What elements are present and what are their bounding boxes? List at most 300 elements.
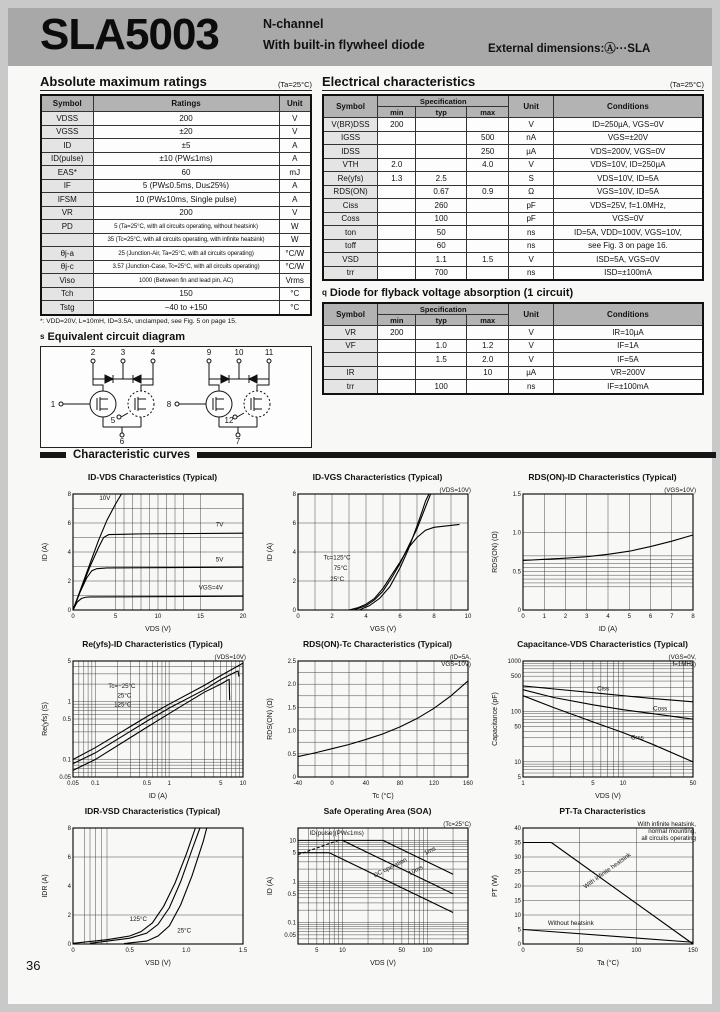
table-cell: 100 (416, 212, 467, 226)
table-cell: °C/W (279, 260, 311, 274)
table-row (323, 326, 703, 340)
svg-text:0: 0 (330, 781, 334, 787)
svg-text:ID(pulse)(PW≤1ms): ID(pulse)(PW≤1ms) (309, 830, 364, 838)
table-cell (41, 233, 93, 247)
table-row (323, 212, 703, 226)
pin-label: 6 (119, 436, 125, 445)
table-cell (378, 366, 416, 380)
chart-plot (490, 651, 702, 801)
heading-bar (197, 452, 716, 458)
svg-text:2: 2 (330, 614, 334, 620)
col-symbol: Symbol (323, 303, 378, 326)
col-typ: typ (416, 315, 467, 326)
equivalent-circuit-title: Equivalent circuit diagram (47, 330, 185, 343)
table-cell: 1.5 (416, 353, 467, 367)
table-row (41, 301, 311, 315)
table-cell: V (509, 253, 553, 267)
flyback-diode-table (322, 302, 704, 395)
svg-text:VGS=4V: VGS=4V (198, 584, 224, 592)
svg-text:1: 1 (542, 614, 546, 620)
table-cell: 1.1 (416, 253, 467, 267)
col-unit: Unit (509, 95, 553, 118)
table-cell: 250 (466, 145, 508, 159)
table-cell: Tstg (41, 301, 93, 315)
chart-capacitance-vds (490, 637, 715, 804)
table-cell: ±5 (93, 139, 279, 153)
table-row (41, 247, 311, 261)
table-cell: VDS=200V, VGS=0V (553, 145, 703, 159)
svg-text:50: 50 (576, 948, 584, 954)
svg-text:0: 0 (67, 942, 71, 948)
page-number: 36 (26, 958, 41, 973)
table-row (41, 233, 311, 247)
table-cell: θj-c (41, 260, 93, 274)
table-cell: trr (323, 380, 378, 394)
table-row (41, 139, 311, 153)
col-conditions: Conditions (553, 303, 703, 326)
svg-text:0.5: 0.5 (512, 569, 521, 576)
svg-text:1: 1 (67, 699, 71, 706)
svg-text:2.0: 2.0 (287, 682, 296, 689)
table-cell: W (279, 233, 311, 247)
svg-text:(ID=5A,: (ID=5A, (449, 654, 471, 661)
svg-text:30: 30 (514, 855, 521, 861)
absolute-maximum-ratings-table (40, 94, 312, 316)
chart-plot (265, 818, 477, 968)
table-cell (323, 353, 378, 367)
col-unit: Unit (509, 303, 553, 326)
svg-text:2.5: 2.5 (287, 659, 296, 665)
chart-title: IDR-VSD Characteristics (Typical) (84, 806, 221, 816)
table-cell: trr (323, 266, 378, 280)
table-cell: VDS=10V, ID=250µA (553, 158, 703, 172)
svg-text:8: 8 (292, 492, 296, 498)
table-cell (466, 326, 508, 340)
svg-text:VGS=10V): VGS=10V) (441, 661, 471, 668)
svg-text:all circuits operating: all circuits operating (641, 835, 696, 842)
svg-text:0: 0 (71, 948, 75, 954)
table-cell: V (509, 339, 553, 353)
table-cell: 60 (93, 166, 279, 180)
table-row (41, 125, 311, 139)
svg-text:DC operation: DC operation (372, 856, 409, 880)
table-cell: 5 (PW≤0.5ms, Du≤25%) (93, 179, 279, 193)
table-cell: −40 to +150 (93, 301, 279, 315)
table-cell (378, 380, 416, 394)
svg-text:8: 8 (67, 492, 71, 498)
table-row (323, 266, 703, 280)
table-cell (378, 226, 416, 240)
electrical-characteristics-table (322, 94, 704, 281)
part-number: SLA5003 (40, 10, 219, 59)
table-cell: V (279, 125, 311, 139)
table-cell: IDSS (323, 145, 378, 159)
table-cell: 200 (93, 206, 279, 220)
svg-text:VSD (V): VSD (V) (145, 960, 171, 967)
col-spec: Specification (378, 303, 509, 315)
col-min: min (378, 107, 416, 118)
chart-plot (265, 651, 477, 801)
svg-text:40: 40 (362, 781, 370, 787)
table-row (323, 185, 703, 199)
table-cell: VTH (323, 158, 378, 172)
table-cell (378, 145, 416, 159)
table-cell: V (279, 112, 311, 126)
chart-title: PT-Ta Characteristics (559, 806, 646, 816)
table-cell: VGS=10V, ID=5A (553, 185, 703, 199)
svg-text:10: 10 (514, 759, 521, 766)
table-cell: VDS=10V, ID=5A (553, 172, 703, 186)
table-cell: 5 (Ta=25°C, with all circuits operating, without heatsink) (93, 220, 279, 234)
svg-text:10: 10 (464, 614, 472, 620)
svg-text:10: 10 (154, 614, 162, 620)
svg-text:50: 50 (398, 948, 406, 954)
table-cell (466, 172, 508, 186)
table-row (323, 353, 703, 367)
table-cell (416, 326, 467, 340)
svg-text:0.1: 0.1 (287, 920, 296, 927)
chart-id-vds (40, 470, 265, 637)
table-cell: EAS* (41, 166, 93, 180)
table-cell: Ω (509, 185, 553, 199)
svg-text:4: 4 (364, 614, 368, 620)
svg-text:Ta (°C): Ta (°C) (597, 960, 619, 967)
svg-text:1000: 1000 (507, 659, 521, 665)
svg-text:5: 5 (627, 614, 631, 620)
svg-text:Crss: Crss (630, 734, 644, 742)
chart-rdson-id (490, 470, 715, 637)
table-cell: ton (323, 226, 378, 240)
table-cell: 0.9 (466, 185, 508, 199)
table-row (41, 206, 311, 220)
table-cell: pF (509, 212, 553, 226)
table-cell: VR (41, 206, 93, 220)
svg-text:8: 8 (691, 614, 695, 620)
table-cell: ns (509, 380, 553, 394)
svg-text:1.0: 1.0 (182, 948, 191, 954)
svg-text:10ms: 10ms (407, 864, 425, 878)
table-row (323, 380, 703, 394)
svg-text:6: 6 (67, 855, 71, 861)
table-cell: VDSS (41, 112, 93, 126)
svg-text:f=1MHz): f=1MHz) (672, 661, 696, 668)
channel-type: N-channel (263, 17, 324, 31)
external-dimensions: External dimensions:Ⓐ···SLA (488, 43, 651, 55)
svg-text:Without heatsink: Without heatsink (547, 919, 594, 927)
svg-text:2: 2 (67, 913, 71, 919)
table-cell (416, 145, 467, 159)
svg-text:20: 20 (514, 884, 521, 890)
svg-text:5: 5 (219, 781, 223, 787)
svg-text:4: 4 (67, 884, 71, 890)
svg-text:150: 150 (687, 948, 699, 954)
svg-text:4: 4 (292, 550, 296, 556)
svg-text:8: 8 (67, 826, 71, 832)
table-cell: 2.5 (416, 172, 467, 186)
chart-reyfs-id (40, 637, 265, 804)
table-cell: µA (509, 366, 553, 380)
pin-label: 10 (234, 347, 244, 357)
table-cell: 50 (416, 226, 467, 240)
table-cell: VSD (323, 253, 378, 267)
svg-text:5: 5 (113, 614, 118, 620)
chart-plot (490, 484, 702, 634)
svg-text:Re(yfs) (S): Re(yfs) (S) (42, 702, 49, 736)
svg-text:100: 100 (422, 948, 433, 954)
svg-text:500: 500 (510, 674, 521, 681)
table-row (323, 339, 703, 353)
table-cell (378, 353, 416, 367)
svg-text:0: 0 (296, 614, 300, 620)
chart-title: RDS(ON)-ID Characteristics (Typical) (528, 472, 677, 482)
table-row (41, 287, 311, 301)
table-cell: see Fig. 3 on page 16. (553, 239, 703, 253)
svg-text:Tc=125°C: Tc=125°C (323, 554, 351, 562)
svg-text:Ciss: Ciss (597, 685, 610, 693)
table-cell: IF=5A (553, 353, 703, 367)
svg-text:6: 6 (648, 614, 653, 620)
svg-text:5: 5 (292, 850, 296, 857)
svg-text:2: 2 (292, 579, 296, 585)
svg-text:normal mounting,: normal mounting, (648, 828, 696, 835)
chart-plot (265, 484, 477, 634)
svg-text:VDS (V): VDS (V) (145, 626, 171, 633)
svg-text:15: 15 (514, 898, 521, 905)
pin-label: 4 (150, 347, 156, 357)
table-cell: V (509, 326, 553, 340)
table-cell: 2.0 (378, 158, 416, 172)
table-row (41, 112, 311, 126)
svg-text:10: 10 (619, 781, 627, 787)
table-cell (466, 239, 508, 253)
chart-title: ID-VDS Characteristics (Typical) (87, 472, 218, 482)
table-cell: IR (323, 366, 378, 380)
table-cell: Vrms (279, 274, 311, 288)
pin-label: 12 (224, 415, 234, 425)
table-cell: 200 (93, 112, 279, 126)
table-cell: ID (41, 139, 93, 153)
svg-text:With infinite heatsink,: With infinite heatsink, (637, 821, 696, 828)
table-cell: pF (509, 199, 553, 213)
diode-title: Diode for flyback voltage absorption (1 circuit) (329, 287, 574, 299)
table-cell (416, 118, 467, 132)
svg-text:0.5: 0.5 (62, 717, 71, 723)
svg-text:10: 10 (239, 781, 247, 787)
svg-text:25: 25 (514, 869, 521, 876)
svg-text:120: 120 (428, 781, 440, 787)
table-cell: 10 (PW≤10ms, Single pulse) (93, 193, 279, 207)
table-row (41, 260, 311, 274)
svg-text:20: 20 (239, 614, 247, 620)
table-row (323, 253, 703, 267)
svg-text:15: 15 (197, 614, 204, 620)
table-cell: 1.5 (466, 253, 508, 267)
svg-text:0.5: 0.5 (142, 781, 152, 787)
svg-text:0: 0 (521, 614, 525, 620)
elec-temp: (Ta=25°C) (669, 80, 704, 89)
svg-text:ID (A): ID (A) (267, 876, 274, 896)
table-cell (378, 185, 416, 199)
pin-label: 11 (264, 347, 274, 357)
heading-bar (40, 452, 66, 458)
table-cell: ID(pulse) (41, 152, 93, 166)
table-cell: A (279, 193, 311, 207)
svg-text:6: 6 (398, 614, 402, 620)
table-cell: 1.0 (416, 339, 467, 353)
table-row (323, 239, 703, 253)
svg-text:5: 5 (517, 775, 521, 781)
table-cell: VGS=0V (553, 212, 703, 226)
chart-plot (490, 818, 702, 968)
chart-title: Capacitance-VDS Characteristics (Typical) (517, 639, 688, 649)
table-cell: 25 (Junction-Air, Ta=25°C, with all circuits operating) (93, 247, 279, 261)
col-typ: typ (416, 107, 467, 118)
table-cell: 700 (416, 266, 467, 280)
table-cell: Coss (323, 212, 378, 226)
svg-text:Tc (°C): Tc (°C) (372, 793, 394, 800)
svg-text:1: 1 (521, 781, 525, 787)
table-row (41, 193, 311, 207)
table-cell: V (509, 118, 553, 132)
table-cell: ±20 (93, 125, 279, 139)
svg-text:1ms: 1ms (423, 845, 437, 857)
table-cell (466, 226, 508, 240)
table-cell: IF=±100mA (553, 380, 703, 394)
table-cell: VR (323, 326, 378, 340)
right-column (322, 74, 704, 395)
svg-text:0: 0 (517, 942, 521, 948)
svg-text:50: 50 (689, 781, 697, 787)
characteristic-curves-section (40, 448, 716, 971)
svg-text:4: 4 (67, 550, 71, 556)
svg-text:125°C: 125°C (129, 915, 147, 923)
table-cell (378, 199, 416, 213)
chart-idr-vsd (40, 804, 265, 971)
table-cell: toff (323, 239, 378, 253)
table-cell: 10 (466, 366, 508, 380)
table-cell: A (279, 139, 311, 153)
chart-plot (40, 484, 252, 634)
table-cell: 500 (466, 131, 508, 145)
table-cell: RDS(ON) (323, 185, 378, 199)
table-cell: S (509, 172, 553, 186)
elec-title: Electrical characteristics (322, 74, 476, 89)
svg-text:3: 3 (585, 614, 589, 620)
table-cell: 3.57 (Junction-Case, Tc=25°C, with all circuits operating) (93, 260, 279, 274)
chart-title: Safe Operating Area (SOA) (323, 806, 432, 816)
table-cell: 1000 (Between fin and lead pin, AC) (93, 274, 279, 288)
svg-text:1: 1 (292, 879, 296, 886)
curves-title: Characteristic curves (73, 449, 190, 461)
table-cell: VGS=±20V (553, 131, 703, 145)
svg-text:1.0: 1.0 (287, 728, 296, 735)
table-cell: °C/W (279, 247, 311, 261)
svg-text:0: 0 (292, 608, 296, 614)
table-cell: ISD=5A, VGS=0V (553, 253, 703, 267)
table-cell (378, 253, 416, 267)
chart-soa (265, 804, 490, 971)
svg-text:75°C: 75°C (333, 565, 348, 573)
svg-text:(VGS=10V): (VGS=10V) (664, 487, 696, 494)
table-cell: V (279, 206, 311, 220)
table-cell: ID=5A, VDD≈100V, VGS=10V, (553, 226, 703, 240)
table-cell: µA (509, 145, 553, 159)
section-bullet: q (322, 288, 327, 297)
svg-text:10: 10 (514, 913, 521, 919)
chart-title: RDS(ON)-Tc Characteristics (Typical) (303, 639, 452, 649)
svg-text:(VDS=10V): (VDS=10V) (439, 487, 471, 494)
table-cell: Ciss (323, 199, 378, 213)
table-cell: 4.0 (466, 158, 508, 172)
svg-text:1: 1 (167, 781, 171, 787)
chart-rdson-tc (265, 637, 490, 804)
table-cell (466, 266, 508, 280)
svg-text:1.5: 1.5 (512, 492, 521, 498)
svg-text:6: 6 (292, 521, 296, 527)
table-cell (378, 339, 416, 353)
left-column (40, 74, 312, 448)
svg-text:0: 0 (67, 608, 71, 614)
table-row (323, 118, 703, 132)
table-cell (378, 131, 416, 145)
elec-heading (322, 74, 704, 91)
equivalent-circuit-diagram (40, 346, 312, 448)
table-row (323, 226, 703, 240)
abs-max-footnote: *: VDD=20V, L=10mH, ID=3.5A, unclamped, see Fig. 5 on page 15. (40, 317, 237, 325)
svg-text:VDS (V): VDS (V) (370, 960, 396, 967)
svg-text:35: 35 (514, 840, 521, 847)
col-ratings: Ratings (93, 95, 279, 112)
table-cell: Tch (41, 287, 93, 301)
svg-text:0: 0 (292, 775, 296, 781)
svg-text:RDS(ON) (Ω): RDS(ON) (Ω) (492, 531, 499, 573)
svg-text:7V: 7V (215, 521, 224, 529)
table-row (41, 274, 311, 288)
col-conditions: Conditions (553, 95, 703, 118)
table-cell: PD (41, 220, 93, 234)
chart-plot (40, 818, 252, 968)
table-cell: 2.0 (466, 353, 508, 367)
pin-label: 8 (166, 399, 172, 409)
table-cell: 1.3 (378, 172, 416, 186)
table-cell: 150 (93, 287, 279, 301)
table-cell (378, 239, 416, 253)
table-row (323, 199, 703, 213)
svg-text:10: 10 (339, 948, 346, 954)
table-row (323, 366, 703, 380)
table-cell (416, 158, 467, 172)
svg-text:Tc=−25°C: Tc=−25°C (108, 683, 136, 691)
flywheel-note: With built-in flywheel diode (263, 38, 425, 52)
svg-text:IDR (A): IDR (A) (42, 874, 49, 898)
svg-text:0.1: 0.1 (91, 781, 100, 787)
table-row (41, 152, 311, 166)
table-cell: θj-a (41, 247, 93, 261)
table-cell: 100 (416, 380, 467, 394)
svg-text:5: 5 (591, 781, 595, 787)
chart-title: Re(yfs)-ID Characteristics (Typical) (82, 639, 223, 649)
table-cell (466, 380, 508, 394)
table-cell: IF (41, 179, 93, 193)
svg-text:10V: 10V (99, 494, 111, 502)
svg-text:ID (A): ID (A) (148, 793, 168, 800)
svg-text:ID (A): ID (A) (42, 542, 49, 562)
svg-text:5V: 5V (215, 556, 224, 564)
pin-label: 9 (206, 347, 212, 357)
col-symbol: Symbol (323, 95, 378, 118)
svg-text:VGS (V): VGS (V) (369, 626, 397, 633)
table-cell (466, 118, 508, 132)
